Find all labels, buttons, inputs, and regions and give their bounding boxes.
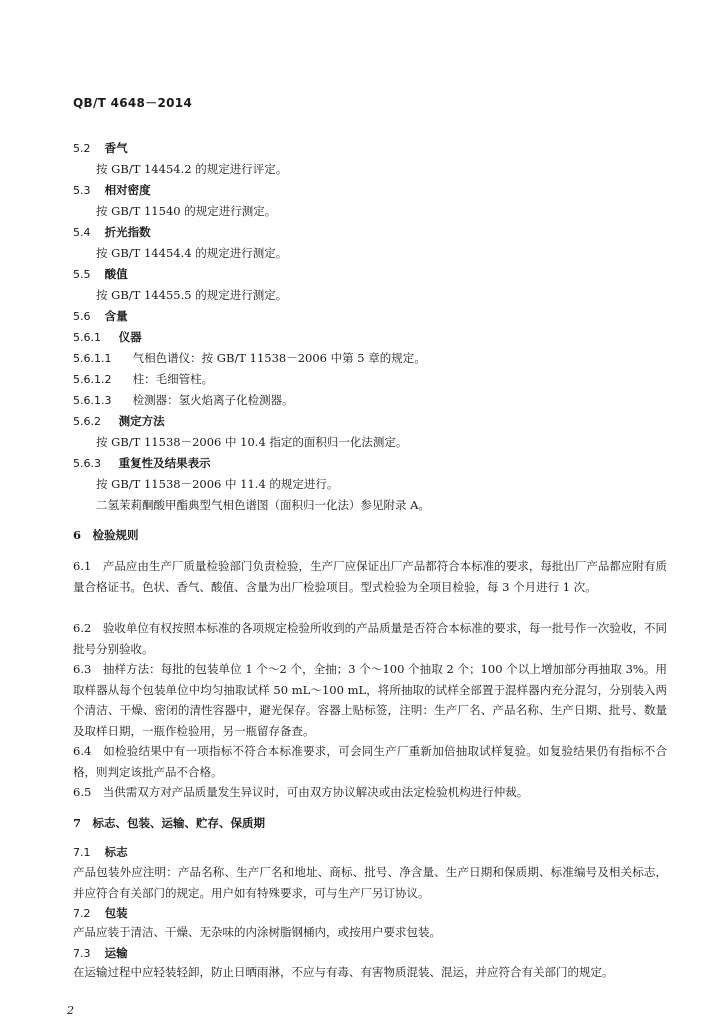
section-5-3-text: 按 GB/T 11540 的规定进行测定。 xyxy=(96,204,277,218)
section-number: 5.5 xyxy=(73,268,91,281)
section-5-6-3-text: 按 GB/T 11538－2006 中 11.4 的规定进行。 xyxy=(96,477,339,491)
section-5-6-1-3 xyxy=(73,393,294,408)
section-number: 5.2 xyxy=(73,142,91,155)
paragraph-6-2: 6.2 验收单位有权按照本标准的各项规定检验所收到的产品质量是否符合本标准的要求，每一批号作一次验收，不同批号分别验收。 xyxy=(73,621,667,656)
section-5-2-heading xyxy=(73,141,128,156)
section-title: 含量 xyxy=(104,309,128,323)
section-5-2-text: 按 GB/T 14454.2 的规定进行评定。 xyxy=(96,162,288,176)
section-title: 仪器 xyxy=(118,330,142,344)
chapter-6-title: 6 检验规则 xyxy=(73,528,139,542)
section-5-6-1-heading xyxy=(73,330,142,345)
section-title: 香气 xyxy=(104,141,128,155)
section-title: 重复性及结果表示 xyxy=(118,456,211,470)
section-number: 5.6.1.3 xyxy=(73,394,112,407)
section-title: 标志 xyxy=(104,845,128,859)
section-title: 包装 xyxy=(104,906,128,920)
chapter-7-title: 7 标志、包装、运输、贮存、保质期 xyxy=(73,816,265,830)
section-title: 相对密度 xyxy=(104,183,151,197)
section-number: 5.6.2 xyxy=(73,415,101,428)
section-5-6-heading xyxy=(73,309,128,324)
section-5-4-text: 按 GB/T 14454.4 的规定进行测定。 xyxy=(96,246,288,260)
section-title: 测定方法 xyxy=(118,414,165,428)
section-number: 7.3 xyxy=(73,947,91,960)
section-5-6-3-heading xyxy=(73,456,211,471)
standard-code-header: QB/T 4648－2014 xyxy=(73,96,193,110)
section-7-2-text: 产品应装于清洁、干燥、无杂味的内涂树脂钢桶内，或按用户要求包装。 xyxy=(73,925,441,939)
paragraph-6-1: 6.1 产品应由生产厂质量检验部门负责检验，生产厂应保证出厂产品都符合本标准的要求，每批出厂产品都应附有质量合格证书。色状、香气、酸值、含量为出厂检验项目。型式检验为全项目检验，每 3 个月进行 1 次。 xyxy=(73,559,667,594)
section-5-6-2-heading xyxy=(73,414,165,429)
section-number: 5.6 xyxy=(73,310,91,323)
section-number: 5.6.1 xyxy=(73,331,101,344)
section-5-6-1-1 xyxy=(73,351,426,366)
paragraph-6-3: 6.3 抽样方法：每批的包装单位 1 个～2 个，全抽；3 个～100 个抽取 2 个；100 个以上增加部分再抽取 3%。用取样器从每个包装单位中均匀抽取试样 50 mL～100 mL，将所抽取的试样全部置于混样器内充分混匀，分别装入两个清洁、干燥、密闭的清性容器中，避光保存。容器上贴标签，注明：生产厂名、产品名称、生产日期、批号、数量及取样日期，一瓶作检验用，另一瓶留存备查。 xyxy=(73,662,667,738)
section-number: 7.1 xyxy=(73,846,91,859)
section-5-6-1-2 xyxy=(73,372,213,387)
paragraph-6-4: 6.4 如检验结果中有一项指标不符合本标准要求，可会同生产厂重新加倍抽取试样复验。如复验结果仍有指标不合格，则判定该批产品不合格。 xyxy=(73,744,667,779)
section-text: 柱：毛细管柱。 xyxy=(132,372,214,386)
section-7-3-text: 在运输过程中应轻装轻卸，防止日晒雨淋，不应与有毒、有害物质混装、混运，并应符合有关部门的规定。 xyxy=(73,965,614,979)
section-number: 5.6.1.1 xyxy=(73,352,112,365)
section-5-5-heading xyxy=(73,267,128,282)
section-number: 5.3 xyxy=(73,184,91,197)
section-title: 运输 xyxy=(104,946,128,960)
section-7-1-heading xyxy=(73,845,128,860)
section-number: 5.6.1.2 xyxy=(73,373,112,386)
section-number: 5.4 xyxy=(73,226,91,239)
section-7-2-heading xyxy=(73,906,128,921)
page-number: 2 xyxy=(67,1004,74,1017)
section-title: 折光指数 xyxy=(104,225,151,239)
section-5-6-2-text: 按 GB/T 11538－2006 中 10.4 指定的面积归一化法测定。 xyxy=(96,435,408,449)
section-title: 酸值 xyxy=(104,267,128,281)
section-5-3-heading xyxy=(73,183,151,198)
section-number: 7.2 xyxy=(73,907,91,920)
section-text: 检测器：氢火焰离子化检测器。 xyxy=(132,393,294,407)
section-5-4-heading xyxy=(73,225,151,240)
paragraph-6-5: 6.5 当供需双方对产品质量发生异议时，可由双方协议解决或由法定检验机构进行仲裁。 xyxy=(73,785,529,799)
section-text: 气相色谱仪：按 GB/T 11538－2006 中第 5 章的规定。 xyxy=(132,351,426,365)
section-5-6-3-note: 二氢茉莉酮酸甲酯典型气相色谱图（面积归一化法）参见附录 A。 xyxy=(96,498,430,512)
section-7-1-text: 产品包装外应注明：产品名称、生产厂名和地址、商标、批号、净含量、生产日期和保质期、标准编号及相关标志，并应符合有关部门的规定。用户如有特殊要求，可与生产厂另订协议。 xyxy=(73,865,667,900)
section-5-5-text: 按 GB/T 14455.5 的规定进行测定。 xyxy=(96,288,288,302)
section-7-3-heading xyxy=(73,946,128,961)
section-number: 5.6.3 xyxy=(73,457,101,470)
